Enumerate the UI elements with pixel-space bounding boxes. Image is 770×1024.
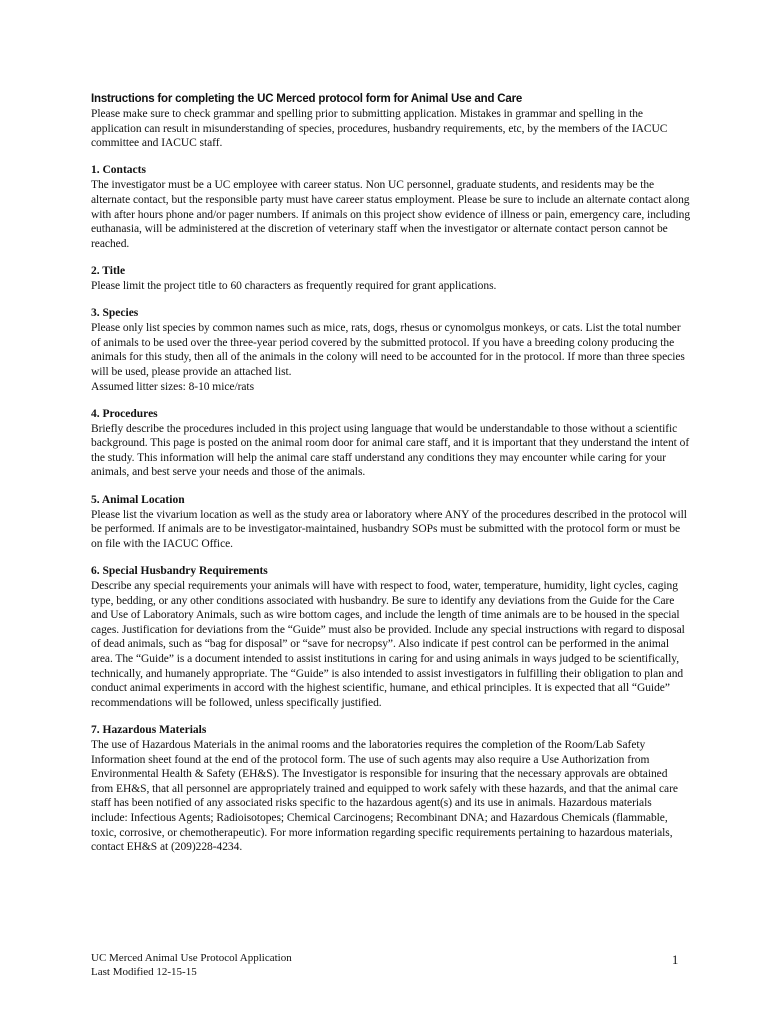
section-animal-location <box>91 493 691 552</box>
footer-last-modified: Last Modified 12-15-15 <box>91 966 197 978</box>
section-body: Briefly describe the procedures included in this project using language that would be understandable to those without a scientific background. This page is posted on the animal room door for animal care staff, and it is important that they understand the intent of the study. This information will help the animal care staff understand any conditions they may encounter while caring for your animals, and best serve your needs and those of the animals. <box>91 422 690 479</box>
intro-paragraph: Please make sure to check grammar and spelling prior to submitting application. Mistakes in grammar and spelling in the application can result in misunderstanding of species, procedures, husbandry requirements, etc, by the members of the IACUC committee and IACUC staff. <box>91 108 668 150</box>
section-title: 7. Hazardous Materials <box>91 723 207 736</box>
litter-size-note: Assumed litter sizes: 8-10 mice/rats <box>91 380 254 393</box>
page-footer <box>91 951 292 979</box>
section-species <box>91 306 691 394</box>
section-hazardous-materials <box>91 723 691 855</box>
section-title: 6. Special Husbandry Requirements <box>91 565 268 578</box>
document-content <box>91 92 691 855</box>
section-title: 3. Species <box>91 307 139 320</box>
section-contacts <box>91 163 691 251</box>
document-heading: Instructions for completing the UC Merced protocol form for Animal Use and Care <box>91 93 523 105</box>
footer-document-name: UC Merced Animal Use Protocol Application <box>91 952 292 964</box>
section-title: 2. Title <box>91 264 126 277</box>
section-title: 1. Contacts <box>91 164 146 177</box>
section-procedures <box>91 407 691 480</box>
section-body: Please limit the project title to 60 characters as frequently required for grant applications. <box>91 279 497 292</box>
section-title-limits <box>91 264 691 294</box>
section-body: The investigator must be a UC employee with career status. Non UC personnel, graduate students, and residents may be the alternate contact, but the responsible party must have career status employment. Please be sure to include an alternate contact along with after hours phone and/or pager numbers. If animals on this project show evidence of illness or pain, emergency care, including euthanasia, will be administered at the discretion of veterinary staff when the investigator or alternate contact person cannot be reached. <box>91 179 691 250</box>
section-title: 4. Procedures <box>91 407 158 420</box>
page-number: 1 <box>672 953 679 967</box>
section-body: The use of Hazardous Materials in the animal rooms and the laboratories requires the completion of the Room/Lab Safety Information sheet found at the end of the protocol form. The use of such agents may also require a Use Authorization from Environmental Health & Safety (EH&S). The Investigator is responsible for insuring that the necessary approvals are obtained from EH&S, that all personnel are appropriately trained and equipped to work safely with these hazards, and that the animal care staff has been notified of any associated risks specific to the hazardous agent(s) and its use in animals. Hazardous materials include: Infectious Agents; Radioisotopes; Chemical Carcinogens; Recombinant DNA; and Hazardous Chemicals (flammable, toxic, corrosive, or chemotherapeutic). For more information regarding specific requirements pertaining to hazardous materials, contact EH&S at (209)228-4234. <box>91 738 678 854</box>
section-body: Please list the vivarium location as well as the study area or laboratory where ANY of the procedures described in the protocol will be performed. If animals are to be investigator-maintained, husbandry SOPs must be submitted with the protocol form or must be on file with the IACUC Office. <box>91 508 687 550</box>
section-title: 5. Animal Location <box>91 493 185 506</box>
section-special-husbandry <box>91 564 691 710</box>
section-body: Describe any special requirements your animals will have with respect to food, water, temperature, humidity, light cycles, caging type, bedding, or any other conditions associated with husbandry. Be sure to identify any deviations from the Guide for the Care and Use of Laboratory Animals, such as wire bottom cages, and include the length of time animals are to be housed in the special cages. Justification for deviations from the “Guide” must also be provided. Include any special instructions with regard to disposal of dead animals, such as “bag for disposal” or “save for necropsy”. Also indicate if pest control can be performed in the animal area. The “Guide” is a document intended to assist institutions in caring for and using animals in ways judged to be scientifically, technically, and humanely appropriate. The “Guide” is also intended to assist investigators in fulfilling their obligation to plan and conduct animal experiments in accord with the highest scientific, humane, and ethical principles. It is expected that all “Guide” recommendations will be followed, unless specifically justified. <box>91 580 685 709</box>
section-body: Please only list species by common names such as mice, rats, dogs, rhesus or cynomolgus monkeys, or cats. List the total number of animals to be used over the three-year period covered by the submitted protocol. If you have a breeding colony producing the animals for this study, then all of the animals in the colony will need to be accounted for in the protocol. If more than three species will be used, please provide an attached list. <box>91 322 685 378</box>
